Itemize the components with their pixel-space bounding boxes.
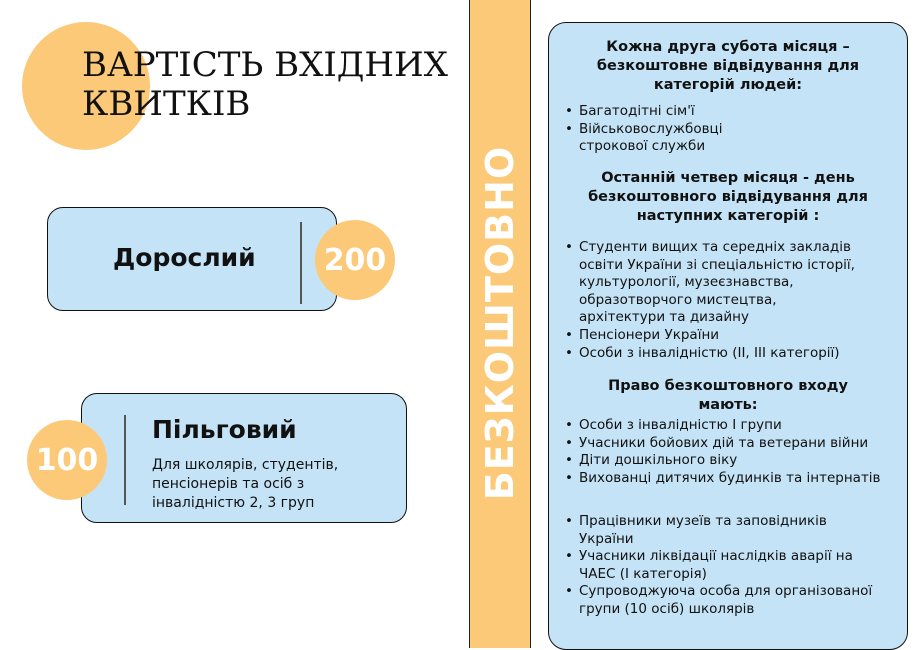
list-item: • Особи з інвалідністю I групи [565,417,901,435]
section-list [565,103,901,156]
section-list [565,417,901,487]
adult-price-badge: 200 [315,220,395,300]
section-heading: Кожна друга субота місяця – безкоштовне відвідування для категорій людей: [596,39,860,93]
list-item: • Багатодітні сім'ї [565,103,901,121]
card-divider [124,415,126,505]
section-list [565,513,901,619]
list-item: • Особи з інвалідністю (II, III категорії) [565,345,901,363]
discount-ticket-description: Для школярів, студентів, пенсіонерів та осіб з інвалідністю 2, 3 груп [152,457,339,511]
section-list [565,239,901,362]
list-item: • Учасники бойових дій та ветерани війни [565,435,901,453]
list-item: • Пенсіонери України [565,327,901,345]
list-item: • Учасники ліквідації наслідків аварії на ЧАЕС (I категорія) [565,548,901,583]
free-entry-label: БЕЗКОШТОВНО [478,145,522,501]
list-item: • Діти дошкільного віку [565,452,901,470]
discount-ticket-label: Пільговий [152,415,297,444]
section-heading: Право безкоштовного входу мають: [608,378,848,413]
section-heading: Останній четвер місяця - день безкоштовного відвідування для наступних категорій : [588,170,868,224]
list-item: • Студенти вищих та середніх закладів освіти України зі спеціальністю історії, культурології, музеєзнавства, образотворчого мистецтва, архітектури та дизайну [565,239,901,327]
card-divider [300,222,302,304]
free-entry-info-panel [548,22,908,650]
adult-ticket-label: Дорослий [113,243,256,272]
page-title: ВАРТІСТЬ ВХІДНИХ КВИТКІВ [82,45,448,124]
free-entry-strip [469,0,531,648]
list-item: • Супроводжуюча особа для організованої групи (10 осіб) школярів [565,583,901,618]
discount-price-badge: 100 [27,420,107,500]
list-item: • Військовослужбовці строкової служби [565,121,901,156]
list-item: • Вихованці дитячих будинків та інтернатів [565,470,901,488]
list-item: • Працівники музеїв та заповідників України [565,513,901,548]
